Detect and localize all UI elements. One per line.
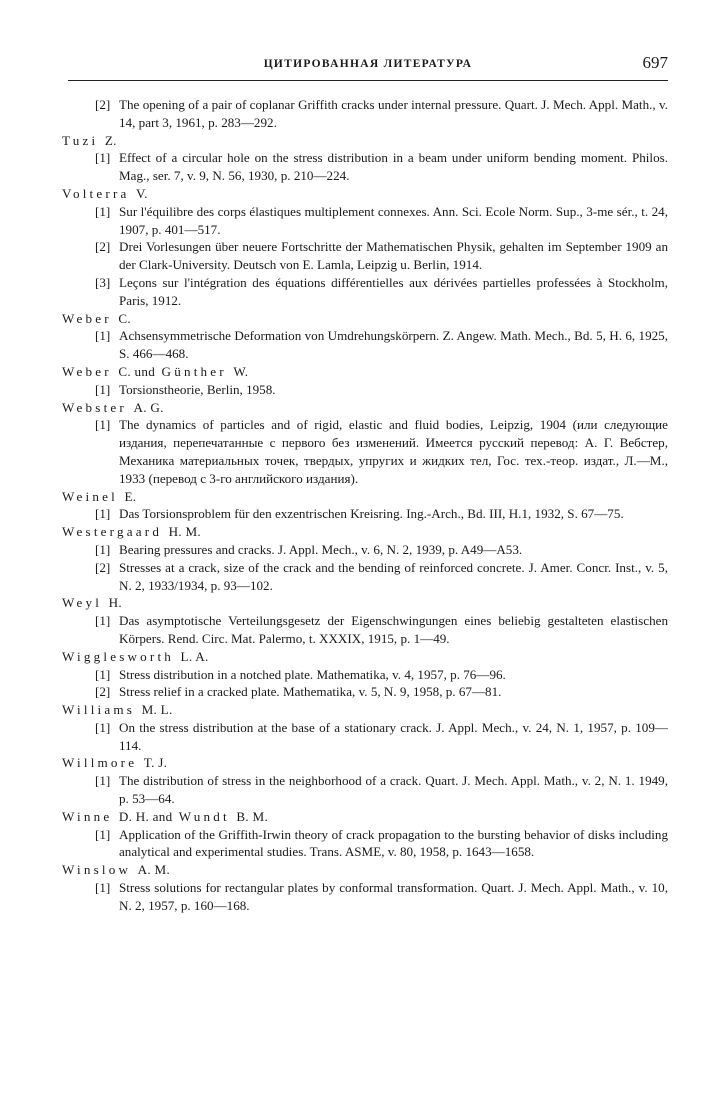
reference-entry [95,238,668,274]
reference-number: [1] [95,880,111,896]
author-initials: V. [136,185,148,201]
reference-number: [1] [95,417,111,433]
author-initials: E. [124,488,137,504]
reference-text: The dynamics of particles and of rigid, elastic and fluid bodies, Leipzig, 1904 (или следующие издания, перепечатанные с первого без изменений. Имеется русский перевод: А. Г. Вебстер, Механика материальных точек, твердых, упругих и жидких тел, Гос. тех.-теор. издат., Л.—М., 1933 (перевод с 3-го английского издания). [119,417,668,486]
reference-number: [1] [95,328,111,344]
reference-text: Das asymptotische Verteilungsgesetz der Eigenschwingungen eines beliebig gestalteten elastischen Körpers. Rend. Circ. Mat. Palermo, t. XXXIX, 1915, p. 1—49. [119,613,668,646]
reference-text: Das Torsionsproblem für den exzentrischen Kreisring. Ing.-Arch., Bd. III, H.1, 1932, S. 67—75. [119,506,624,522]
author-name: Weber [62,363,112,379]
reference-text: On the stress distribution at the base of a stationary crack. J. Appl. Mech., v. 24, N. 1, 1957, p. 109—114. [119,719,668,753]
author-initials: A. G. [133,399,164,415]
reference-text: Drei Vorlesungen über neuere Fortschritte der Mathematischen Physik, gehalten im September 1909 an der Clark-University. Deutsch von E. Lamla, Leipzig u. Berlin, 1914. [119,239,668,273]
author-heading [62,701,668,719]
coauthor-name: Günther [161,363,227,379]
reference-entry [95,149,668,185]
author-heading [62,523,668,541]
reference-text: Stresses at a crack, size of the crack and the bending of reinforced concrete. J. Amer. Concr. Inst., v. 5, N. 2, 1933/1934, p. 93—102. [119,559,668,593]
reference-text: Bearing pressures and cracks. J. Appl. Mech., v. 6, N. 2, 1939, p. A49—A53. [119,541,523,557]
author-heading [62,648,668,666]
reference-number: [1] [95,203,111,219]
author-name: Westergaard [62,524,163,540]
coauthor-initials: W. [233,363,249,379]
reference-text: Torsionstheorie, Berlin, 1958. [119,381,276,397]
author-name: Weinel [62,488,118,504]
reference-entry [95,826,668,862]
reference-entry [95,772,668,808]
author-name: Wigglesworth [62,648,175,664]
reference-entry [95,612,668,648]
reference-number: [2] [95,239,111,255]
reference-list [62,96,668,915]
author-initials: C. und [118,363,156,379]
author-initials: A. M. [137,862,171,878]
reference-entry [95,541,668,559]
author-initials: T. J. [143,755,168,771]
author-initials: L. A. [180,648,209,664]
author-initials: H. M. [168,524,201,540]
author-heading [62,363,668,381]
reference-number: [1] [95,381,111,397]
reference-number: [1] [95,150,111,166]
author-initials: C. [118,310,131,326]
author-name: Williams [62,702,136,718]
reference-entry [95,683,668,701]
reference-number: [1] [95,541,111,557]
author-heading [62,488,668,506]
reference-entry [95,879,668,915]
reference-number: [1] [95,773,111,789]
author-initials: H. [108,595,122,611]
reference-number: [2] [95,684,111,700]
reference-number: [1] [95,719,111,735]
coauthor-initials: B. M. [236,808,269,824]
reference-entry [95,559,668,595]
author-heading [62,132,668,150]
author-name: Weber [62,310,112,326]
author-name: Webster [62,399,127,415]
author-name: Volterra [62,185,130,201]
reference-text: Stress distribution in a notched plate. Mathematika, v. 4, 1957, p. 76—96. [119,666,506,682]
reference-number: [1] [95,506,111,522]
reference-number: [1] [95,666,111,682]
reference-entry [95,96,668,132]
reference-entry [95,327,668,363]
author-heading [62,861,668,879]
author-name: Willmore [62,755,138,771]
reference-number: [2] [95,97,111,112]
reference-entry [95,719,668,755]
author-name: Tuzi [62,132,99,148]
author-initials: Z. [104,132,117,148]
page-number: 697 [642,53,668,72]
reference-number: [1] [95,826,111,842]
page-header [68,52,668,81]
author-name: Winne [62,808,113,824]
reference-entry [95,203,668,239]
author-heading [62,808,668,826]
reference-text: The opening of a pair of coplanar Griffith cracks under internal pressure. Quart. J. Mech. Appl. Math., v. 14, part 3, 1961, p. 283—292. [119,97,668,130]
reference-text: Stress solutions for rectangular plates by conformal transformation. Quart. J. Mech. Appl. Math., v. 10, N. 2, 1957, p. 160—168. [119,880,668,913]
coauthor-name: Wundt [178,808,230,824]
reference-entry [95,505,668,523]
author-heading [62,185,668,203]
author-name: Weyl [62,595,103,611]
reference-entry [95,381,668,399]
author-initials: D. H. and [118,808,173,824]
reference-number: [1] [95,613,111,629]
author-heading [62,310,668,328]
reference-text: Leçons sur l'intégration des équations différentielles aux dérivées partielles professées à Stockholm, Paris, 1912. [119,274,668,308]
reference-text: Effect of a circular hole on the stress distribution in a beam under uniform bending moment. Philos. Mag., ser. 7, v. 9, N. 56, 1930, p. 210—224. [119,150,668,184]
author-heading [62,754,668,772]
reference-entry [95,274,668,310]
reference-text: Application of the Griffith-Irwin theory of crack propagation to the bursting behavior of disks including analytical and experimental studies. Trans. ASME, v. 80, 1958, p. 1643—1658. [119,826,668,860]
reference-text: Sur l'équilibre des corps élastiques multiplement connexes. Ann. Sci. Ecole Norm. Sup., 3-me sér., t. 24, 1907, p. 401—517. [119,203,668,237]
reference-number: [2] [95,559,111,575]
author-initials: M. L. [141,702,173,718]
reference-entry [95,666,668,684]
reference-text: Achsensymmetrische Deformation von Umdrehungskörpern. Z. Angew. Math. Mech., Bd. 5, H. 6, 1925, S. 466—468. [119,328,668,362]
reference-number: [3] [95,274,111,290]
author-name: Winslow [62,862,132,878]
reference-entry [95,416,668,487]
running-title: ЦИТИРОВАННАЯ ЛИТЕРАТУРА [263,58,473,70]
reference-text: The distribution of stress in the neighborhood of a crack. Quart. J. Mech. Appl. Math., v. 2, N. 1. 1949, p. 53—64. [119,773,668,807]
author-heading [62,399,668,417]
reference-text: Stress relief in a cracked plate. Mathematika, v. 5, N. 9, 1958, p. 67—81. [119,684,502,700]
author-heading [62,594,668,612]
